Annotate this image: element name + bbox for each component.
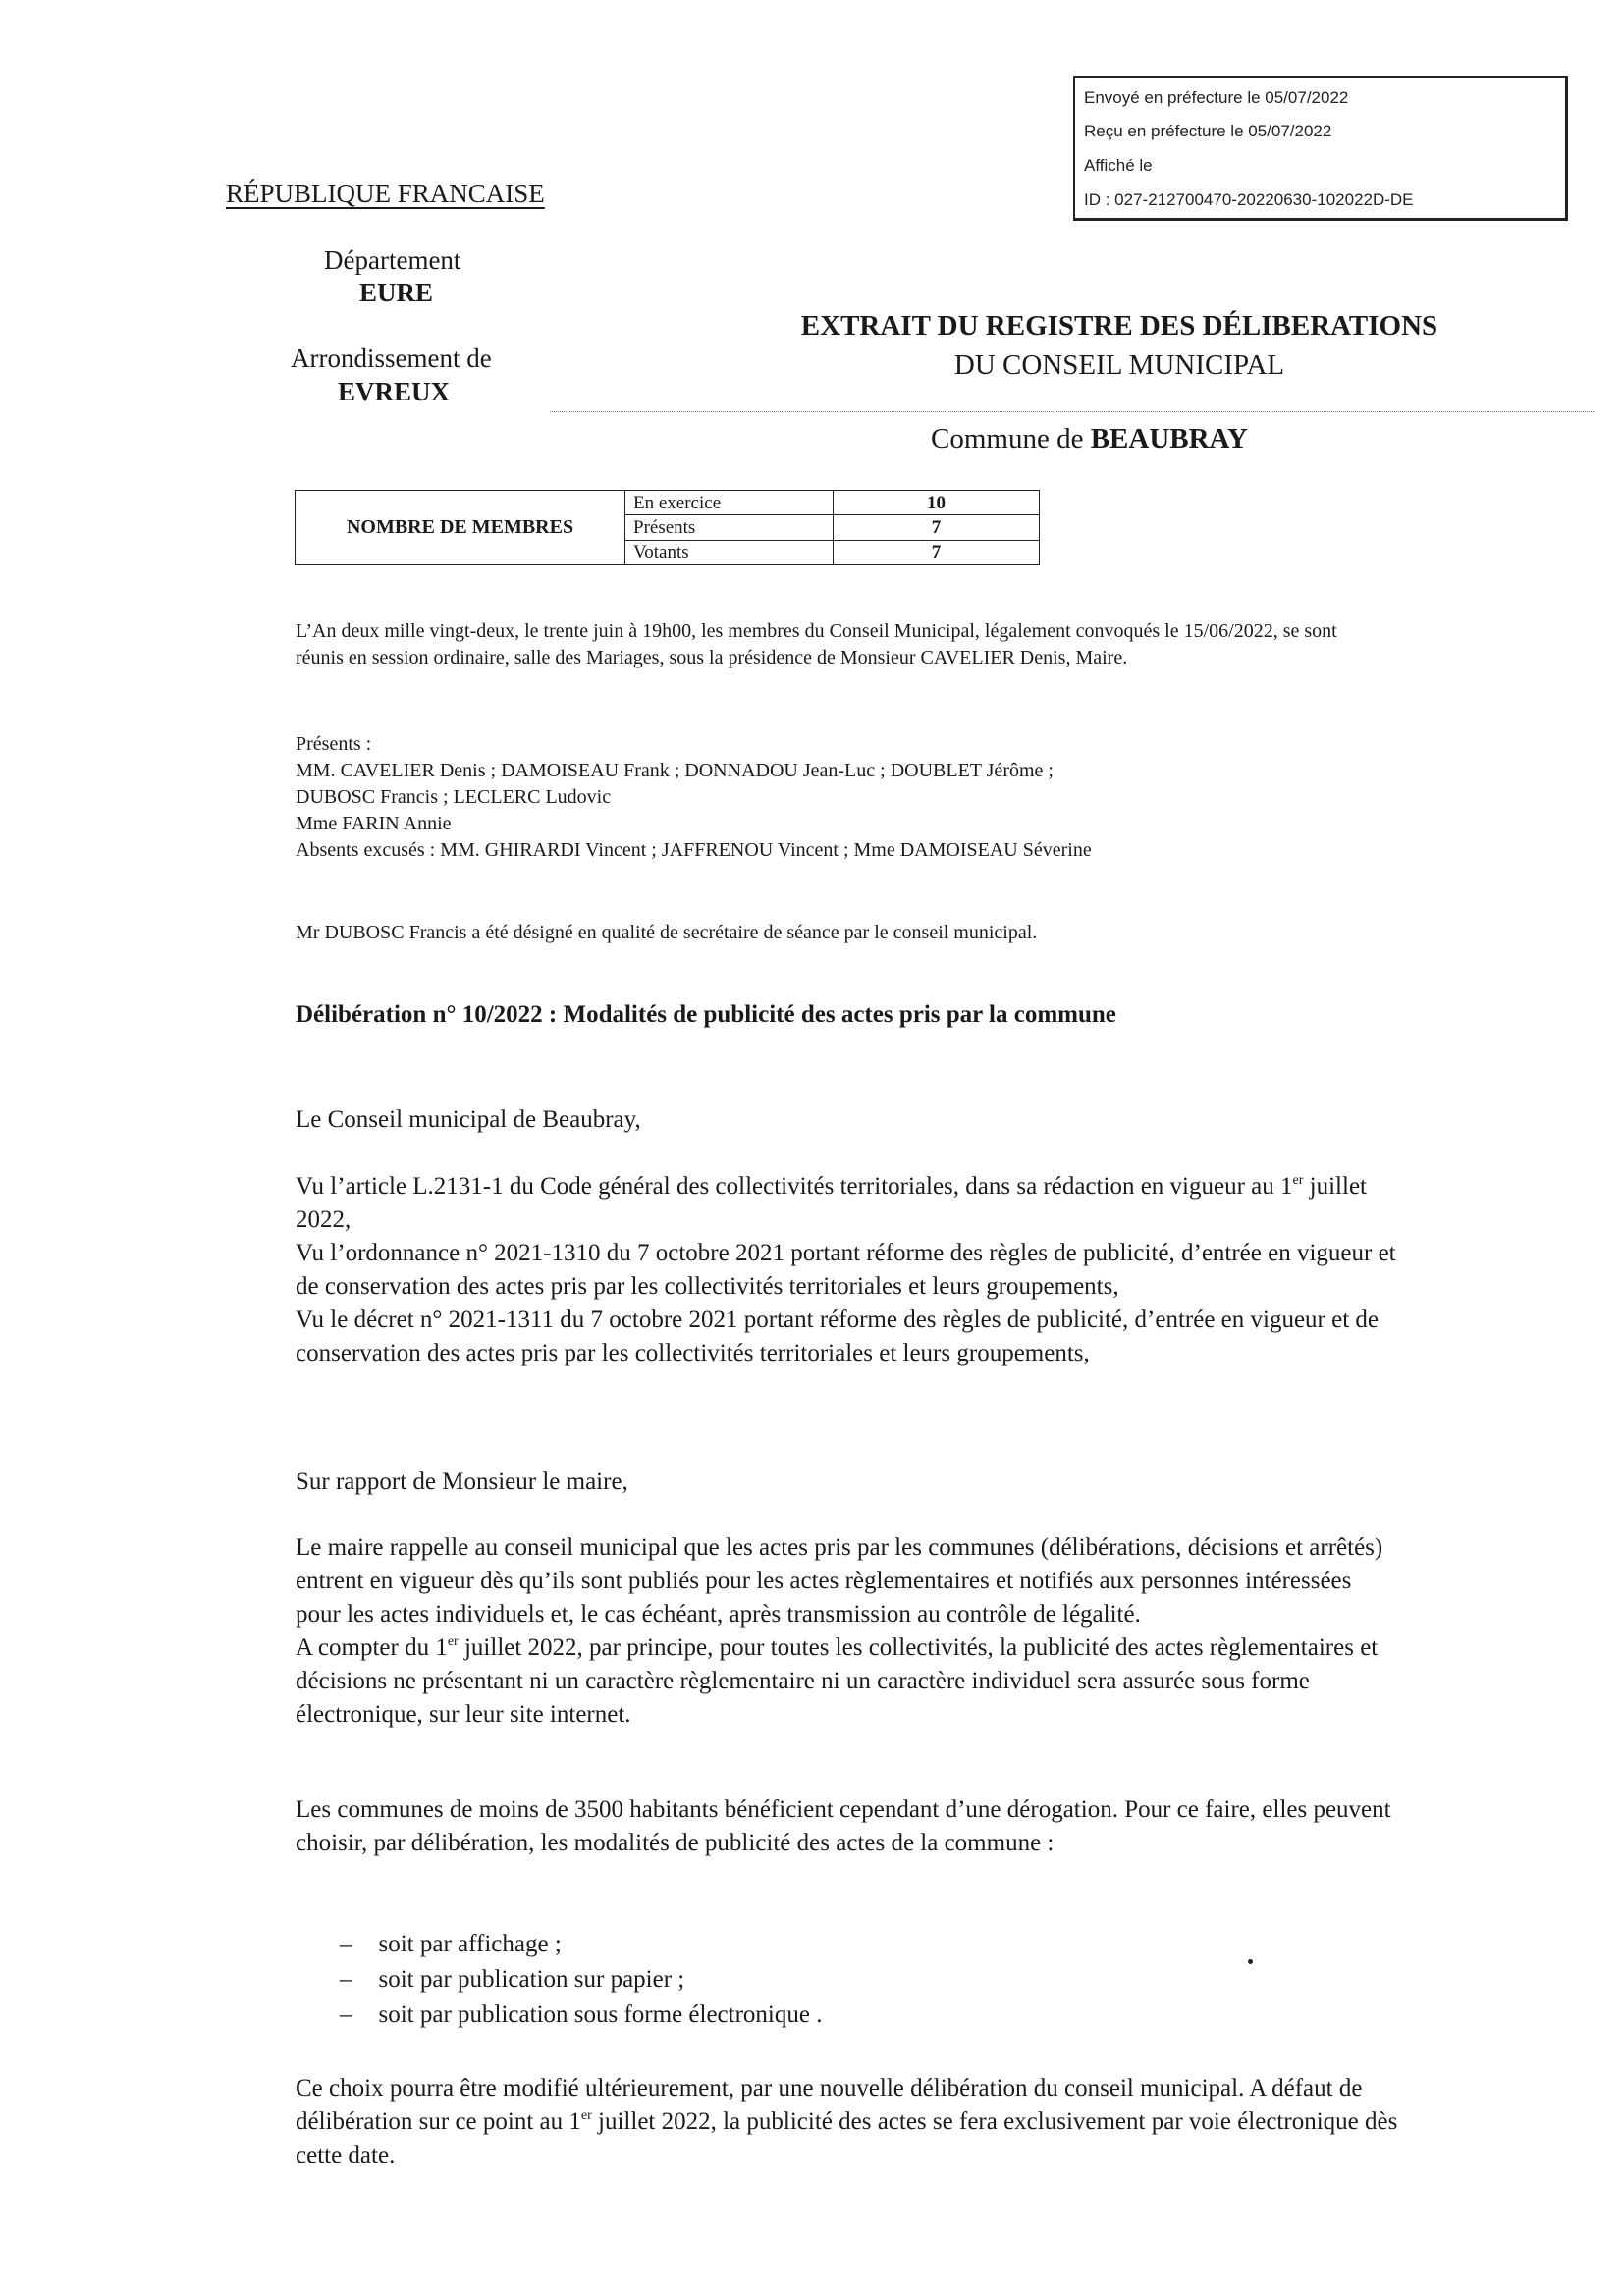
choix-text: Ce choix pourra être modifié ultérieurement, par une nouvelle délibération du conseil municipal. A défaut de délibération sur ce point au 1 xyxy=(296,2075,1363,2135)
rappel-block xyxy=(296,1531,1400,1732)
superscript: er xyxy=(1292,1173,1304,1188)
document-subtitle: DU CONSEIL MUNICIPAL xyxy=(953,349,1285,381)
commune-name: BEAUBRAY xyxy=(1090,423,1248,454)
presents-title: Présents : xyxy=(296,733,372,755)
members-table xyxy=(295,490,1040,565)
compter-text-end: juillet 2022, par principe, pour toutes les collectivités, la publicité des actes règlementaires et décisions ne présentant ni un caractère règlementaire ni un caractère individuel sera assurée sous forme électronique, sur leur site internet. xyxy=(296,1634,1379,1728)
option-text: soit par affichage ; xyxy=(378,1931,562,1957)
superscript: er xyxy=(447,1634,459,1649)
secretaire-line: Mr DUBOSC Francis a été désigné en qualité de secrétaire de séance par le conseil municipal. xyxy=(296,922,1038,943)
dash-bullet: – xyxy=(340,1931,352,1957)
rappel-paragraph: Le maire rappelle au conseil municipal que les actes pris par les communes (délibérations, décisions et arrêtés) entrent en vigueur dès qu’ils sont publiés pour les actes règlementaires et notifiés aux personnes intéressées pour les actes individuels et, le cas échéant, après transmission au contrôle de légalité. xyxy=(296,1534,1383,1628)
visa-decret: Vu le décret n° 2021-1311 du 7 octobre 2021 portant réforme des règles de publicité, d’entrée en vigueur et de conservation des actes pris par les collectivités territoriales et leurs groupements, xyxy=(296,1307,1380,1366)
commune-label: Commune de xyxy=(931,423,1084,454)
option-text: soit par publication sous forme électronique . xyxy=(378,2002,823,2028)
republique-heading: RÉPUBLIQUE FRANCAISE xyxy=(226,179,545,208)
absents-line: Absents excusés : MM. GHIRARDI Vincent ; JAFFRENOU Vincent ; Mme DAMOISEAU Séverine xyxy=(296,839,1092,861)
arrondissement-label: Arrondissement de xyxy=(291,344,492,373)
presents-block xyxy=(296,731,1385,864)
dash-bullet: – xyxy=(340,2002,352,2028)
choix-text-end: juillet 2022, la publicité des actes se fera exclusivement par voie électronique dès cette date. xyxy=(296,2109,1398,2168)
session-intro: L’An deux mille vingt-deux, le trente juin à 19h00, les membres du Conseil Municipal, légalement convoqués le 15/06/2022, se sont réunis en session ordinaire, salle des Mariages, sous la présidence de Monsieur CAVELIER Denis, Maire. xyxy=(296,620,1337,668)
visa-article-text: Vu l’article L.2131-1 du Code général des collectivités territoriales, dans sa rédaction en vigueur au 1 xyxy=(296,1173,1293,1200)
visa-article-end: juillet 2022, xyxy=(296,1173,1367,1233)
presents-line: MM. CAVELIER Denis ; DAMOISEAU Frank ; DONNADOU Jean-Luc ; DOUBLET Jérôme ; xyxy=(296,760,1054,781)
presents-line: Mme FARIN Annie xyxy=(296,813,452,834)
visa-article xyxy=(296,1170,1400,1237)
members-row-value: 7 xyxy=(834,515,1040,540)
members-row-value: 10 xyxy=(834,491,1040,515)
derogation-block xyxy=(296,1793,1400,1860)
list-item xyxy=(340,1962,822,1998)
departement-name: EURE xyxy=(359,278,434,307)
visas-block xyxy=(296,1170,1400,1370)
members-row-value: 7 xyxy=(834,540,1040,564)
members-row-label: Présents xyxy=(625,515,834,540)
stamp-recu: Reçu en préfecture le 05/07/2022 xyxy=(1084,122,1332,140)
members-row-label: En exercice xyxy=(625,491,834,515)
departement-label: Département xyxy=(324,245,461,275)
arrondissement-name: EVREUX xyxy=(338,377,451,406)
stamp-affiche: Affiché le xyxy=(1084,156,1153,175)
deliberation-title: Délibération n° 10/2022 : Modalités de publicité des actes pris par la commune xyxy=(296,1001,1116,1028)
compter-text: A compter du 1 xyxy=(296,1634,448,1661)
presents-line: DUBOSC Francis ; LECLERC Ludovic xyxy=(296,786,612,808)
opening-line: Le Conseil municipal de Beaubray, xyxy=(296,1106,641,1133)
dash-bullet: – xyxy=(340,1966,352,1993)
list-item xyxy=(340,1998,822,2033)
members-row-label: Votants xyxy=(625,540,834,564)
choix-paragraph xyxy=(296,2072,1400,2172)
rapport-text: Sur rapport de Monsieur le maire, xyxy=(296,1468,628,1495)
derogation-paragraph: Les communes de moins de 3500 habitants bénéficient cependant d’une dérogation. Pour ce faire, elles peuvent choisir, par délibération, les modalités de publicité des actes de la commune : xyxy=(296,1796,1391,1856)
options-list xyxy=(340,1927,822,2033)
commune-line xyxy=(931,423,1248,455)
list-item xyxy=(340,1927,822,1962)
visa-ordonnance: Vu l’ordonnance n° 2021-1310 du 7 octobre 2021 portant réforme des règles de publicité, d’entrée en vigueur et de conservation des actes pris par les collectivités territoriales et leurs groupements, xyxy=(296,1240,1396,1300)
compter-paragraph xyxy=(296,1631,1400,1732)
members-label: NOMBRE DE MEMBRES xyxy=(296,491,625,565)
stamp-id: ID : 027-212700470-20220630-102022D-DE xyxy=(1084,190,1414,209)
stamp-envoye: Envoyé en préfecture le 05/07/2022 xyxy=(1084,88,1349,107)
header-divider xyxy=(550,411,1594,412)
stray-dot xyxy=(1248,1959,1253,1964)
document-title: EXTRAIT DU REGISTRE DES DÉLIBERATIONS xyxy=(800,310,1438,342)
rapport-line xyxy=(296,1466,1400,1499)
members-row-exercice xyxy=(296,491,1040,515)
choix-block xyxy=(296,2072,1400,2172)
body-opening xyxy=(296,1103,1400,1137)
option-text: soit par publication sur papier ; xyxy=(378,1966,685,1993)
superscript: er xyxy=(580,2109,592,2123)
prefecture-stamp xyxy=(1073,76,1568,221)
